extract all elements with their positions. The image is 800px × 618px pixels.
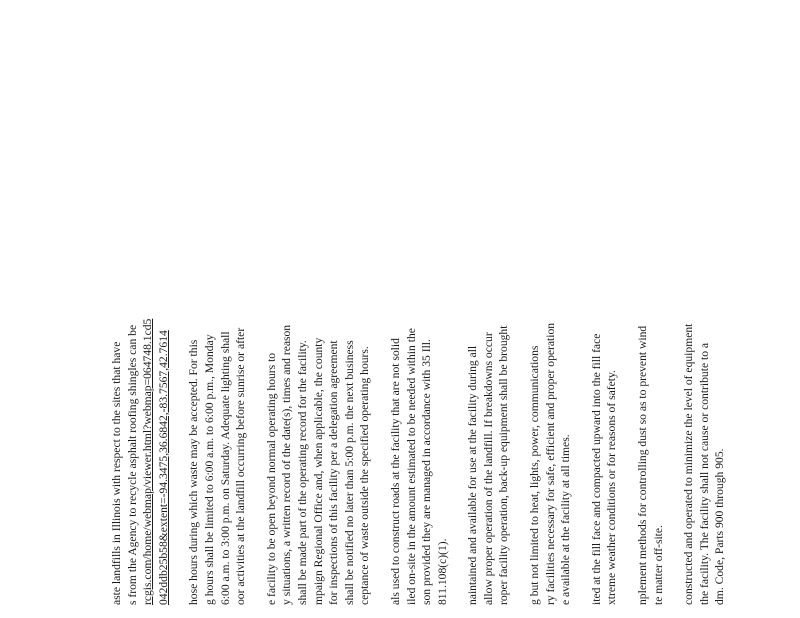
text-line: 6:00 a.m. to 3:00 p.m. on Saturday. Adequate lighting shall <box>218 331 232 605</box>
document-paragraph <box>109 115 171 605</box>
text-line: y situations, a written record of the date(s), times and reason <box>280 324 294 605</box>
text-line: constructed and operated to minimize the level of equipment <box>682 323 696 605</box>
rotated-page-text <box>109 115 727 605</box>
text-line: hose hours during which waste may be accepted. For this <box>187 339 201 605</box>
text-line: iled on-site in the amount estimated to be needed within the <box>404 328 418 605</box>
text-line: shall be notified no later than 5:00 p.m. the next business <box>342 340 356 605</box>
url-text-line[interactable]: rcgis.com/home/webmap/viewer.html?webmap=064748.1cd5 <box>141 318 155 605</box>
text-line: son provided they are managed in accordance with 35 Ill. <box>420 339 434 605</box>
url-text-line[interactable]: 042ddb25b58&extent=-94.3475,36.6842,-83.7567,42.7614 <box>156 330 170 605</box>
text-line: naintained and available for use at the facility during all <box>466 345 480 605</box>
text-line: als used to construct roads at the facility that are not solid <box>388 338 402 605</box>
text-line: 811.108(c)(1). <box>435 538 449 605</box>
text-line: for inspections of this facility per a delegation agreement <box>327 340 341 605</box>
text-line: g but not limited to heat, lights, power, communications <box>528 345 542 605</box>
text-line: ited at the fill face and compacted upward into the fill face <box>589 333 603 605</box>
document-paragraph <box>527 115 574 605</box>
text-line: g hours shall be limited to 6:00 a.m. to 6:00 p.m., Monday <box>202 334 216 605</box>
document-paragraph <box>589 115 620 605</box>
text-line: s from the Agency to recycle asphalt roofing shingles can be <box>125 324 139 605</box>
text-line: nplement methods for controlling dust so as to prevent wind <box>636 325 650 605</box>
text-line: ry facilities necessary for safe, efficient and proper operation <box>543 322 557 605</box>
text-line: aste landfills in Illinois with respect to the sites that have <box>110 341 123 605</box>
text-line: the facility. The facility shall not cause or contribute to a <box>697 342 711 605</box>
text-line: mpaign Regional Office and, when applicable, the county <box>311 337 325 605</box>
text-line: e available at the facility at all times. <box>559 434 573 605</box>
document-paragraph <box>186 115 248 605</box>
text-line: roper facility operation, back-up equipment shall be brought <box>497 325 511 605</box>
text-line: xtreme weather conditions or for reasons of safety. <box>605 370 619 605</box>
text-line: e facility to be open beyond normal operating hours to <box>264 352 278 605</box>
text-line: dm. Code, Parts 900 through 905. <box>713 448 727 605</box>
document-paragraph <box>264 115 373 605</box>
text-line: shall be made part of the operating record for the facility. <box>295 340 309 605</box>
text-line: ceptance of waste outside the specified operating hours. <box>358 346 372 605</box>
document-paragraph <box>635 115 666 605</box>
text-line: oor activities at the landfill occurring before sunrise or after <box>234 327 248 605</box>
document-paragraph <box>465 115 512 605</box>
document-paragraph <box>388 115 450 605</box>
document-paragraph <box>681 115 728 605</box>
text-line: allow proper operation of the landfill. If breakdowns occur <box>481 332 495 605</box>
text-line: te matter off-site. <box>651 525 665 605</box>
